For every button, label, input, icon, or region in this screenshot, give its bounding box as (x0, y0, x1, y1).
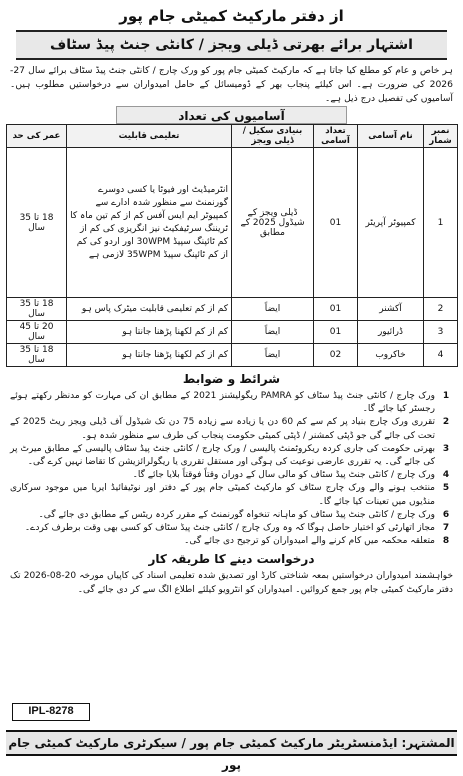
rule-text: متعلقہ محکمہ میں کام کرنے والے امیدواران کو ترجیح دی جائے گی۔ (184, 536, 435, 547)
rule-text: ورک چارج / کانٹی جنٹ پیڈ سٹاف کو مالی سال کے دوران وقتاً فوقتاً بلایا جائے گا۔ (132, 470, 435, 481)
cell-qualification: انٹرمیڈیٹ اور فیوٹا یا کسی دوسرے گورنمنٹ سے منظور شدہ ادارے سے کمپیوٹر ایم ایس آفس کم از کم تین ماہ کا ٹریننگ سرٹیفکیٹ نیز انگریزی کی کم از کم ٹائپنگ سپیڈ 30WPM اور اردو کی کم از کم ٹائپنگ سپیڈ 35WPM لازمی ہے (67, 148, 232, 298)
rule-text: بھرتی حکومت کی جاری کردہ ریکروٹمنٹ پالیسی / ورک چارج / کانٹی جنٹ پیڈ سٹاف پالیسی کے مطابق میرٹ پر کی جائے گی۔ یہ تقرری عارضی نوعیت کی ہوگی اور مستقل تقرری یا ریگولرائزیشن کا تقاضا نہیں کرے گی۔ (10, 443, 435, 468)
rule-number: 2 (442, 417, 450, 428)
cell-post: ڈرائیور (358, 321, 424, 344)
footer-advertiser: المشتہر: ایڈمنسٹریٹر مارکیٹ کمیٹی جام پور / سیکرٹری مارکیٹ کمیٹی جام پور (6, 730, 457, 756)
cell-qualification: کم از کم لکھنا پڑھنا جانتا ہو (67, 321, 232, 344)
cell-count: 02 (314, 344, 358, 367)
list-item (10, 535, 453, 548)
rule-text: تقرری ورک چارج بنیاد پر کم سے کم 60 دن یا زیادہ سے زیادہ 75 دن تک شیڈول آف ڈیلی ویجز ریٹ 2025 کے تحت کی جائے گی جو ڈپٹی کمشنر / ڈپٹی کمیٹی حکومت پنجاب کی طرف سے منظور شدہ ہو۔ (10, 417, 435, 441)
posts-heading: آسامیوں کی تعداد (116, 106, 347, 124)
col-header-qualification: تعلیمی قابلیت (67, 125, 232, 148)
rules-heading: شرائط و ضوابط (182, 372, 281, 386)
table-header-row (7, 125, 458, 148)
cell-sr: 3 (424, 321, 458, 344)
posts-table (6, 124, 458, 367)
rule-number: 7 (442, 523, 450, 534)
ad-title: اشتہار برائے بھرتی ڈیلی ویجز / کانٹی جنٹ پیڈ سٹاف (16, 30, 447, 60)
cell-scale: ایضاً (232, 344, 314, 367)
apply-heading: درخواست دینے کا طریقہ کار (148, 552, 315, 567)
rule-number: 3 (442, 443, 450, 454)
cell-age: 18 تا 35 سال (7, 298, 67, 321)
list-item (10, 469, 453, 482)
list-item (10, 482, 453, 508)
col-header-post: نام آسامی (358, 125, 424, 148)
rule-text: مجاز اتھارٹی کو اختیار حاصل ہوگا کہ وہ ورک چارج / کانٹی جنٹ پیڈ سٹاف کو کسی بھی وقت برطرف کردے۔ (24, 523, 435, 534)
cell-count: 01 (314, 148, 358, 298)
cell-post: کمپیوٹر آپریٹر (358, 148, 424, 298)
table-row (7, 344, 458, 367)
rule-text: منتخب ہونے والے ورک چارج سٹاف کو مارکیٹ کمیٹی جام پور کے دفتر اور نوٹیفائیڈ ایریا میں موجود سرکاری منڈیوں میں تعینات کیا جائے گا۔ (10, 483, 435, 507)
rule-number: 5 (442, 483, 450, 494)
cell-sr: 1 (424, 148, 458, 298)
cell-sr: 4 (424, 344, 458, 367)
rule-number: 1 (442, 391, 450, 401)
list-item (10, 390, 453, 416)
cell-scale: ڈیلی ویجز کے شیڈول 2025 کے مطابق (232, 148, 314, 298)
rule-number: 8 (442, 536, 450, 547)
col-header-sr: نمبر شمار (424, 125, 458, 148)
list-item (10, 416, 453, 442)
col-header-age: عمر کی حد (7, 125, 67, 148)
rules-list (10, 390, 453, 548)
apply-paragraph: خواہشمند امیدواران درخواستیں بمعہ شناختی کارڈ اور تصدیق شدہ تعلیمی اسناد کی کاپیاں مورخہ 20-08-2026 تک دفتر مارکیٹ کمیٹی جام پور جمع کروائیں۔ امیدواران کو انٹرویو کیلئے اطلاع الگ سے کر دی جائے گی۔ (10, 571, 454, 595)
cell-count: 01 (314, 321, 358, 344)
cell-qualification: کم از کم لکھنا پڑھنا جانتا ہو (67, 344, 232, 367)
rule-text: ورک چارج / کانٹی جنٹ پیڈ سٹاف کو ماہانہ تنخواہ گورنمنٹ کے مقرر کردہ ریٹس کے مطابق دی جائے گی۔ (38, 509, 435, 520)
table-row (7, 298, 458, 321)
cell-post: خاکروب (358, 344, 424, 367)
rule-text: ورک چارج / کانٹی جنٹ پیڈ سٹاف کو PAMRA ریگولیشنز 2021 کے مطابق ان کی مہارت کو مدنظر رکھتے ہوئے رجسٹر کیا جائے گا۔ (10, 391, 435, 415)
list-item (10, 522, 453, 535)
intro-paragraph: ہر خاص و عام کو مطلع کیا جاتا ہے کہ مارکیٹ کمیٹی جام پور کو ورک چارج / کانٹی جنٹ پیڈ سٹاف برائے سال 27-2026 کی ضرورت ہے۔ اس کیلئے پنجاب بھر کے ڈومیسائل کے حامل امیدواران سے درخواستیں مطلوب ہیں۔ آسامیوں کی تفصیل درج ذیل ہے۔ (10, 65, 453, 104)
col-header-count: تعداد آسامی (314, 125, 358, 148)
list-item (10, 443, 453, 469)
cell-count: 01 (314, 298, 358, 321)
list-item (10, 509, 453, 522)
ipl-code-badge: IPL-8278 (12, 703, 90, 721)
col-header-scale: بنیادی سکیل / ڈیلی ویجز (232, 125, 314, 148)
rule-number: 6 (442, 509, 450, 520)
cell-post: آکشنر (358, 298, 424, 321)
table-row (7, 321, 458, 344)
cell-scale: ایضاً (232, 298, 314, 321)
cell-qualification: کم از کم تعلیمی قابلیت میٹرک پاس ہو (67, 298, 232, 321)
cell-age: 18 تا 35 سال (7, 148, 67, 298)
org-header: از دفتر مارکیٹ کمیٹی جام پور (119, 7, 344, 25)
cell-age: 20 تا 45 سال (7, 321, 67, 344)
cell-scale: ایضاً (232, 321, 314, 344)
table-row (7, 148, 458, 298)
rule-number: 4 (442, 470, 450, 481)
cell-sr: 2 (424, 298, 458, 321)
cell-age: 18 تا 35 سال (7, 344, 67, 367)
